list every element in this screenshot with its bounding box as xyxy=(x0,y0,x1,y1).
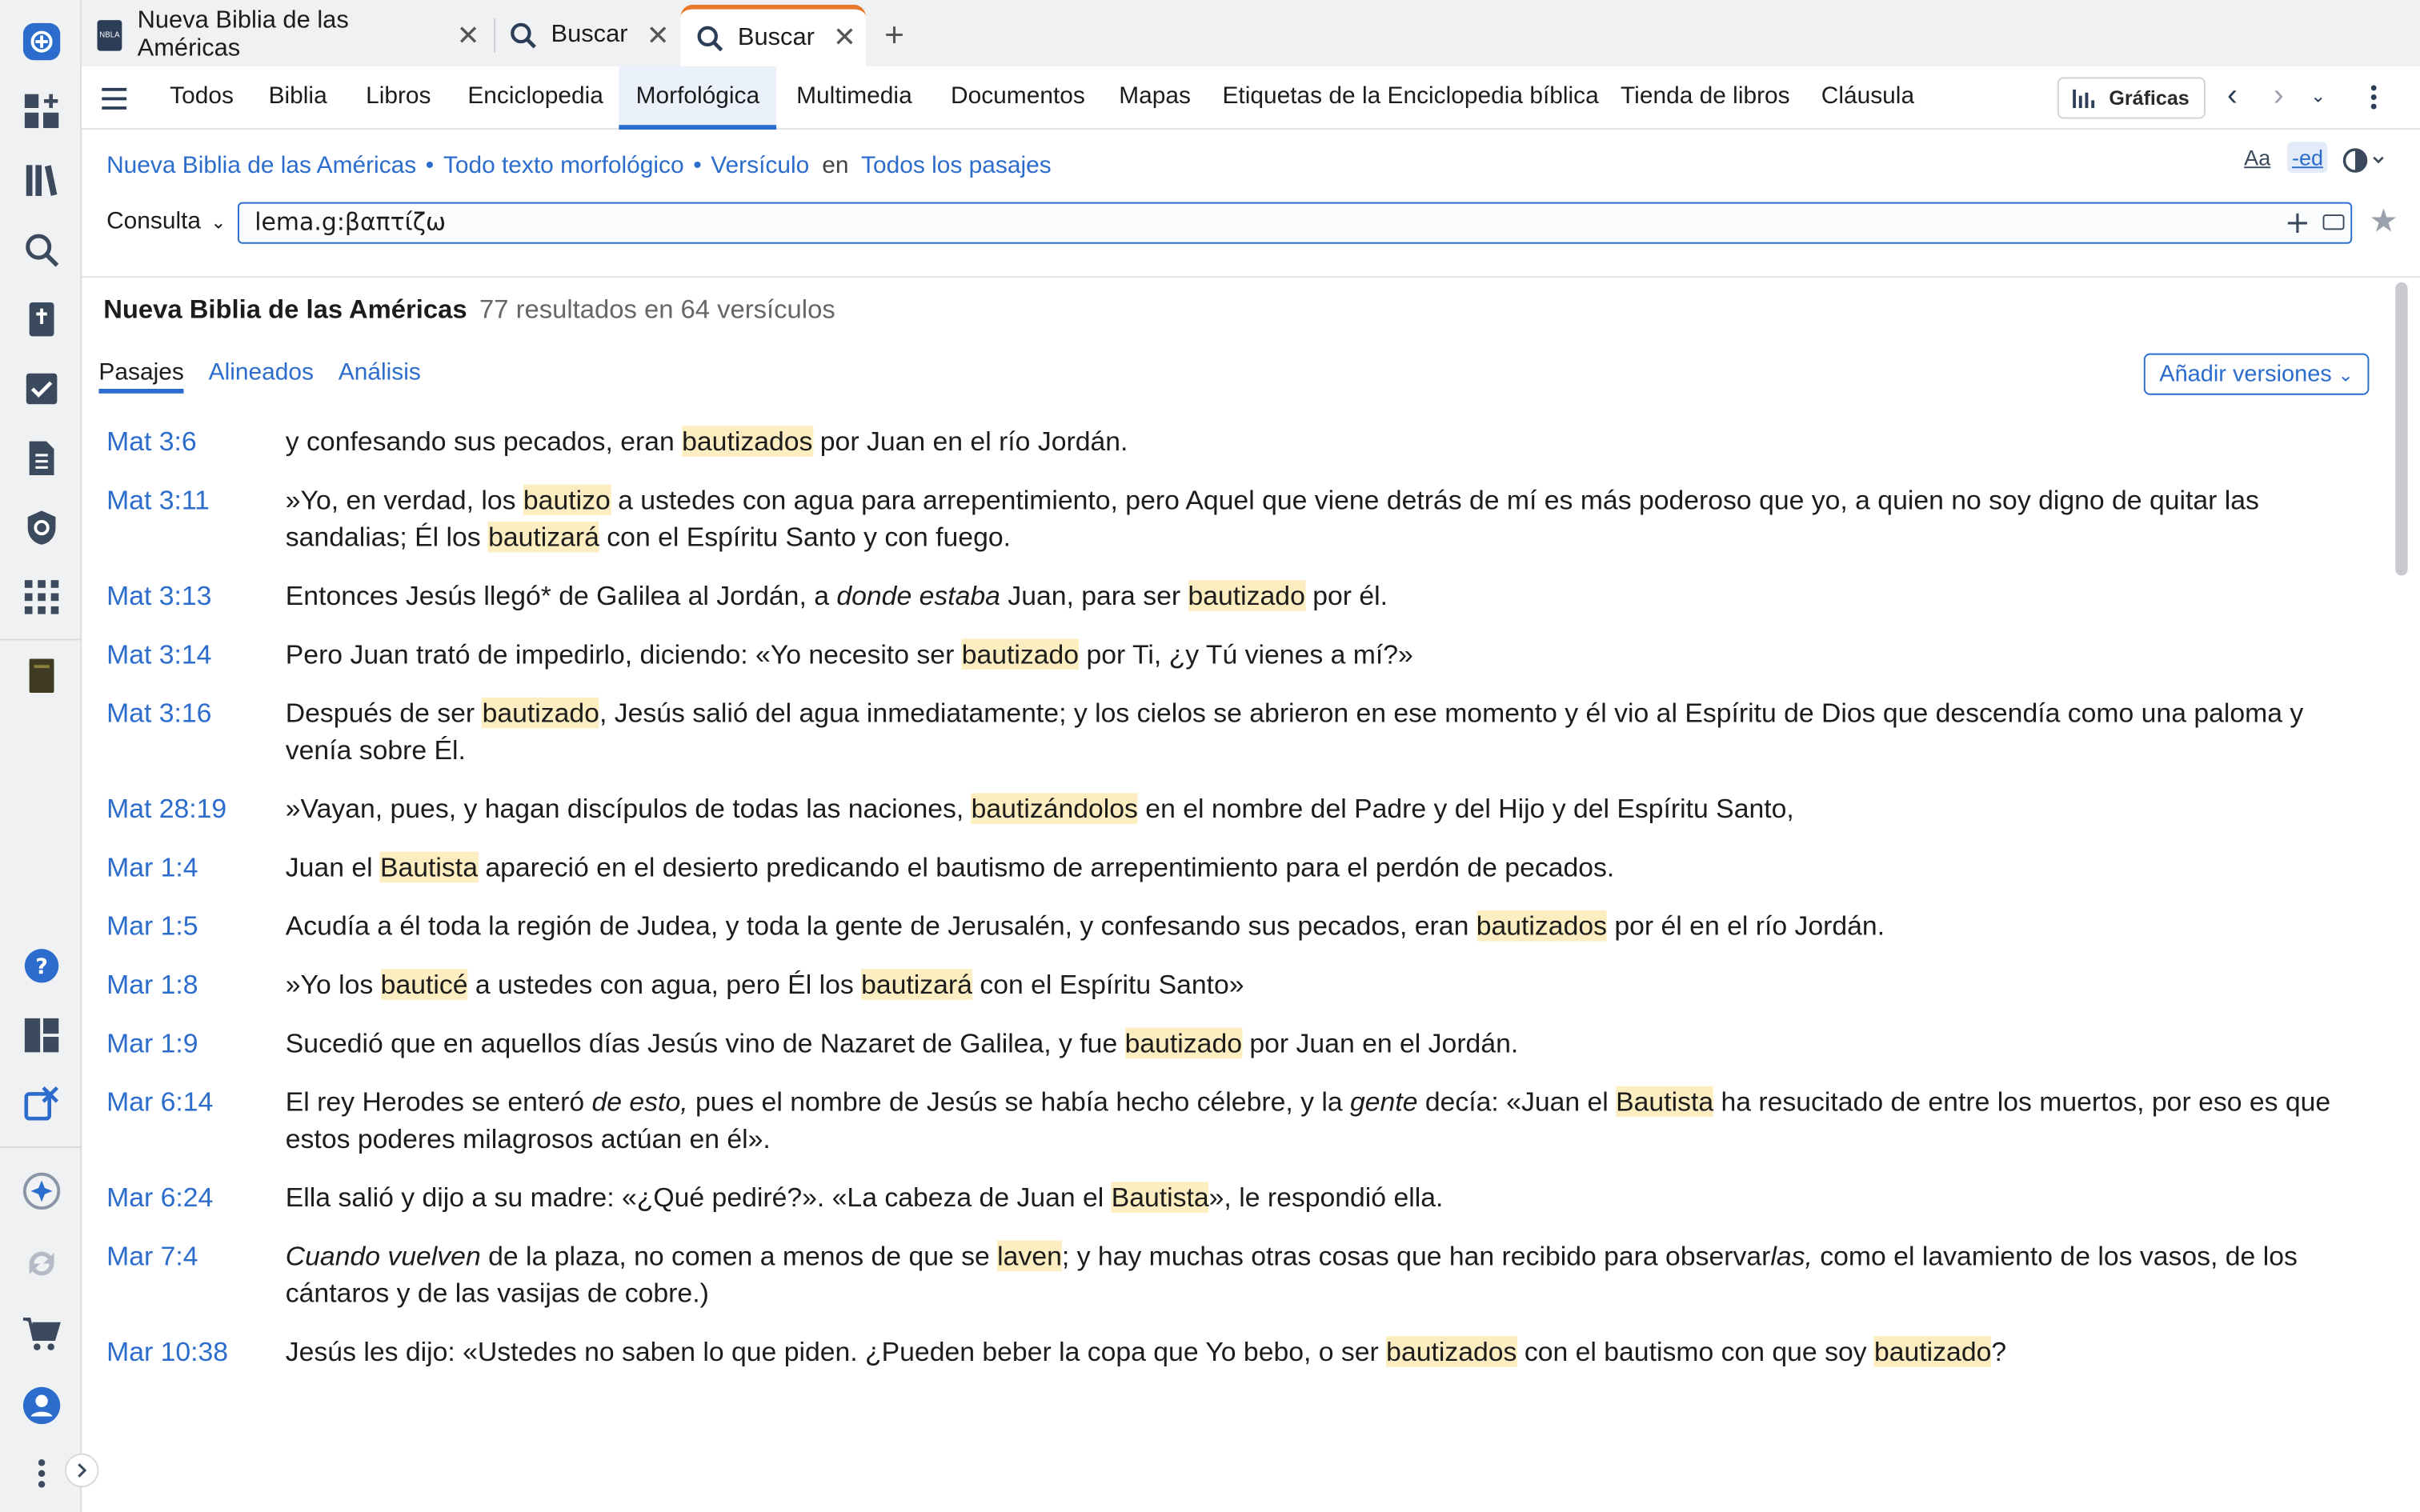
bible-icon[interactable] xyxy=(18,296,63,341)
verse-text-segment: »Vayan, pues, y hagan discípulos de todas las naciones, xyxy=(285,793,972,824)
search-hit[interactable]: bautizado xyxy=(961,638,1080,670)
verse-text xyxy=(286,1083,2390,1158)
nav-tienda[interactable]: Tienda de libros xyxy=(1621,83,1790,110)
verse-row xyxy=(82,1018,2389,1077)
tab-analisis[interactable]: Análisis xyxy=(338,359,421,386)
chevron-down-icon: ⌄ xyxy=(210,211,226,234)
verse-text-segment: Pero Juan trató de impedirlo, diciendo: «Yo necesito ser xyxy=(285,638,962,670)
verse-row xyxy=(82,1077,2389,1173)
tab-alineados[interactable]: Alineados xyxy=(208,359,314,386)
open-book-resource-icon[interactable] xyxy=(18,653,63,698)
search-hit[interactable]: bautizado xyxy=(1124,1027,1243,1059)
dashboard-add-icon[interactable] xyxy=(18,88,63,133)
verse-text xyxy=(286,422,2390,459)
tab-divider xyxy=(494,18,495,52)
verse-text-segment: por él en el río Jordán. xyxy=(1607,910,1885,942)
verse-text-segment: a ustedes con agua, pero Él los xyxy=(467,969,862,1000)
verse-text xyxy=(286,636,2390,673)
close-icon[interactable]: ✕ xyxy=(833,22,857,53)
chevron-down-icon: ⌄ xyxy=(2338,363,2354,386)
history-dropdown-icon[interactable]: ⌄ xyxy=(2310,85,2326,107)
verse-text-segment: con el Espíritu Santo» xyxy=(972,969,1244,1000)
visual-filter-icon[interactable] xyxy=(2343,146,2386,179)
search-hit[interactable]: bautizará xyxy=(861,969,972,1000)
verse-row xyxy=(82,1327,2389,1386)
search-hit[interactable]: bautizados xyxy=(1386,1336,1517,1367)
verse-row xyxy=(82,630,2389,688)
verse-text-segment: Jesús les dijo: «Ustedes no saben lo que piden. ¿Pueden beber la copa que Yo bebo, o ser xyxy=(285,1336,1387,1367)
verse-text xyxy=(286,1178,2390,1215)
verse-reference-link[interactable]: Mar 1:9 xyxy=(106,1027,198,1059)
search-hit[interactable]: bautizado xyxy=(1188,580,1305,611)
add-versions-button[interactable] xyxy=(2144,354,2370,395)
verse-text xyxy=(286,790,2390,826)
query-type-label: Consulta xyxy=(106,208,202,235)
verse-text-segment: , Jesús salió del agua inmediatamente; y los cielos se abrieron en ese momento y él vio al Espíritu de Dios que descendía como una paloma y venía sobre Él. xyxy=(285,697,2304,766)
verse-reference-link[interactable]: Mar 1:8 xyxy=(106,969,198,1000)
search-hit[interactable]: Bautista xyxy=(1111,1182,1209,1213)
verse-text xyxy=(286,482,2390,556)
verse-text xyxy=(286,966,2390,1002)
help-icon[interactable] xyxy=(18,942,63,987)
verse-text-segment: decía: «Juan el xyxy=(1417,1086,1617,1118)
verse-reference-link[interactable]: Mar 10:38 xyxy=(106,1336,229,1367)
tab-search-1[interactable] xyxy=(509,5,679,66)
search-hit[interactable]: bautizados xyxy=(682,426,813,457)
bullet-separator: • xyxy=(425,152,435,179)
verse-row xyxy=(82,1231,2389,1327)
nav-morfologica[interactable]: Morfológica xyxy=(619,66,776,130)
view-tabs xyxy=(98,359,445,393)
verse-reference-link[interactable]: Mar 6:14 xyxy=(106,1086,214,1118)
hamburger-menu-icon[interactable] xyxy=(100,68,128,131)
verse-text-segment: por Juan en el río Jordán. xyxy=(812,426,1128,457)
verse-text-segment: por Ti, ¿y Tú vienes a mí?» xyxy=(1079,638,1413,670)
verse-text-segment: Juan el xyxy=(285,851,381,883)
verse-text xyxy=(286,694,2390,769)
verse-row xyxy=(82,901,2389,959)
verse-text-segment: de la plaza, no comen a menos de que se xyxy=(480,1240,998,1272)
search-hit[interactable]: bautizará xyxy=(488,521,599,553)
text-type-selector[interactable]: Todo texto morfológico xyxy=(443,152,684,179)
rail-divider xyxy=(0,638,82,640)
graficas-button[interactable] xyxy=(2057,77,2206,118)
verse-text-segment: pues el nombre de Jesús se había hecho célebre, y la xyxy=(687,1086,1351,1118)
verse-text-segment: Entonces Jesús llegó* de Galilea al Jordán, a xyxy=(285,580,837,611)
verse-reference-link[interactable]: Mar 7:4 xyxy=(106,1240,198,1272)
sync-icon[interactable] xyxy=(18,1241,63,1286)
verse-row xyxy=(82,688,2389,784)
in-label: en xyxy=(822,152,849,179)
search-icon xyxy=(509,22,537,50)
search-hit[interactable]: bautizado xyxy=(1873,1336,1992,1367)
tab-label: Nueva Biblia de las Américas xyxy=(137,7,349,62)
breadcrumb xyxy=(106,153,1052,181)
verse-text xyxy=(286,849,2390,886)
verse-row xyxy=(82,571,2389,630)
tab-search-2[interactable] xyxy=(681,5,866,66)
document-icon[interactable] xyxy=(18,435,63,480)
book-icon: NBLA xyxy=(98,20,122,51)
verse-text-segment: ha resucitado de entre los muertos, por eso es que estos poderes milagrosos actúan en él». xyxy=(285,1086,2331,1154)
search-type-bar xyxy=(82,66,2420,130)
italic-text: de esto, xyxy=(591,1086,688,1118)
shield-icon[interactable] xyxy=(18,505,63,550)
search-hit[interactable]: bautizo xyxy=(523,484,611,516)
graficas-label: Gráficas xyxy=(2109,86,2190,110)
close-icon[interactable]: ✕ xyxy=(456,19,480,50)
verse-text-segment: Juan, para ser xyxy=(1000,580,1188,611)
library-icon[interactable] xyxy=(18,158,63,202)
nav-biblia[interactable]: Biblia xyxy=(268,83,327,110)
verse-reference-link[interactable]: Mar 1:5 xyxy=(106,910,198,942)
nav-libros[interactable]: Libros xyxy=(366,83,431,110)
nav-mapas[interactable]: Mapas xyxy=(1119,83,1191,110)
results-list xyxy=(82,417,2389,1512)
logos-home-icon[interactable] xyxy=(18,18,63,63)
verse-text xyxy=(286,907,2390,944)
verse-row xyxy=(82,417,2389,475)
query-type-dropdown[interactable] xyxy=(106,208,226,236)
tab-strip xyxy=(82,0,2420,66)
search-hit[interactable]: Bautista xyxy=(1616,1086,1714,1118)
verse-reference-link[interactable]: Mat 28:19 xyxy=(106,793,227,824)
tab-pasajes[interactable]: Pasajes xyxy=(98,359,183,393)
source-selector[interactable]: Nueva Biblia de las Américas xyxy=(106,152,417,179)
search-hit[interactable]: Bautista xyxy=(380,851,478,883)
inflected-forms-toggle[interactable]: -ed xyxy=(2287,142,2328,173)
back-arrow-icon[interactable]: ‹ xyxy=(2226,78,2238,113)
verse-text xyxy=(286,577,2390,614)
verse-reference-link[interactable]: Mat 3:11 xyxy=(106,484,210,516)
verse-text-segment: Después de ser xyxy=(285,697,483,729)
more-options-icon[interactable] xyxy=(18,1450,63,1495)
add-term-icon[interactable]: + xyxy=(2284,203,2311,241)
forward-arrow-icon[interactable]: › xyxy=(2273,78,2284,113)
nav-etiquetas[interactable]: Etiquetas de la Enciclopedia bíblica xyxy=(1222,83,1599,110)
add-versions-label: Añadir versiones xyxy=(2159,361,2332,388)
verse-text xyxy=(286,1238,2390,1312)
verse-reference-link[interactable]: Mar 6:24 xyxy=(106,1182,214,1213)
bar-chart-icon xyxy=(2073,87,2098,109)
search-hit[interactable]: bautizados xyxy=(1476,910,1608,942)
search-hit[interactable]: bauticé xyxy=(380,969,468,1000)
verse-text-segment: »Yo, en verdad, los xyxy=(285,484,523,516)
account-icon[interactable] xyxy=(18,1382,63,1427)
ai-assistant-icon[interactable] xyxy=(18,1168,63,1213)
verse-text-segment: por él. xyxy=(1304,580,1388,611)
layout-icon[interactable] xyxy=(18,1012,63,1057)
font-size-icon[interactable]: Aa xyxy=(2244,145,2271,170)
verse-row xyxy=(82,1173,2389,1231)
verse-text-segment: y confesando sus pecados, eran xyxy=(285,426,683,457)
apps-grid-icon[interactable] xyxy=(18,574,63,618)
verse-text xyxy=(286,1333,2390,1370)
verse-text-segment: Ella salió y dijo a su madre: «¿Qué pediré?». «La cabeza de Juan el xyxy=(285,1182,1112,1213)
rail-divider-2 xyxy=(0,1146,82,1148)
favorite-star-icon[interactable]: ★ xyxy=(2369,203,2398,239)
verse-row xyxy=(82,784,2389,842)
verse-text xyxy=(286,1025,2390,1062)
verse-text-segment: ; y hay muchas otras cosas que han recibido para observar xyxy=(1061,1240,1771,1272)
search-icon xyxy=(696,24,724,52)
keyboard-icon[interactable] xyxy=(2323,214,2345,230)
verse-text-segment: con el Espíritu Santo y con fuego. xyxy=(599,521,1012,553)
nav-enciclopedia[interactable]: Enciclopedia xyxy=(467,83,603,110)
header-divider xyxy=(82,276,2420,278)
nav-documentos[interactable]: Documentos xyxy=(951,83,1085,110)
query-input[interactable] xyxy=(238,202,2352,244)
italic-text: donde estaba xyxy=(836,580,1000,611)
verse-reference-link[interactable]: Mat 3:6 xyxy=(106,426,197,457)
verse-row xyxy=(82,475,2389,571)
search-icon[interactable] xyxy=(18,227,63,272)
bullet-separator: • xyxy=(693,152,702,179)
italic-text: Cuando vuelven xyxy=(285,1240,481,1272)
verse-reference-link[interactable]: Mat 3:14 xyxy=(106,638,212,670)
verse-text-segment: ? xyxy=(1991,1336,2007,1367)
verse-row xyxy=(82,842,2389,901)
verse-text-segment: Sucedió que en aquellos días Jesús vino de Nazaret de Galilea, y fue xyxy=(285,1027,1125,1059)
verse-text-segment: a ustedes con agua para arrepentimiento, pero Aquel que viene detrás de mí es más poderoso que yo, a quien no soy digno de quitar las sandalias; Él los xyxy=(285,484,2259,553)
left-toolbar xyxy=(0,0,82,1512)
verse-text-segment: apareció en el desierto predicando el bautismo de arrepentimiento para el perdón de pecados. xyxy=(477,851,1615,883)
nav-clausula[interactable]: Cláusula xyxy=(1821,83,1915,110)
plus-icon: + xyxy=(884,15,904,54)
search-hit[interactable]: bautizado xyxy=(482,697,599,729)
results-count: 77 resultados en 64 versículos xyxy=(479,294,835,325)
italic-text: las, xyxy=(1770,1240,1813,1272)
verse-reference-link[interactable]: Mat 3:16 xyxy=(106,697,212,729)
verse-row xyxy=(82,960,2389,1018)
store-cart-icon[interactable] xyxy=(18,1311,63,1356)
vertical-scrollbar[interactable] xyxy=(2395,282,2407,575)
verse-text-segment: con el bautismo con que soy xyxy=(1517,1336,1874,1367)
tab-label: Buscar xyxy=(737,23,815,50)
query-text: lema.g:βαπτίζω xyxy=(254,208,447,237)
verse-text-segment: Acudía a él toda la región de Judea, y toda la gente de Jerusalén, y confesando sus pecados, eran xyxy=(285,910,1476,942)
verse-reference-link[interactable]: Mar 1:4 xyxy=(106,851,198,883)
panel-menu-icon[interactable] xyxy=(2370,66,2377,130)
svg-text:?: ? xyxy=(34,953,47,978)
nav-multimedia[interactable]: Multimedia xyxy=(796,83,912,110)
new-tab-button[interactable] xyxy=(884,5,904,66)
close-panels-icon[interactable] xyxy=(18,1080,63,1125)
verse-reference-link[interactable]: Mat 3:13 xyxy=(106,580,212,611)
verse-text-segment: El rey Herodes se enteró xyxy=(285,1086,592,1118)
nav-todos[interactable]: Todos xyxy=(170,83,234,110)
checklist-icon[interactable] xyxy=(18,366,63,410)
verse-text-segment: »Yo los xyxy=(285,969,381,1000)
unit-selector[interactable]: Versículo xyxy=(711,152,810,179)
verse-text-segment: por Juan en el Jordán. xyxy=(1242,1027,1519,1059)
italic-text: gente xyxy=(1350,1086,1418,1118)
tab-label: Buscar xyxy=(551,22,628,48)
range-selector[interactable]: Todos los pasajes xyxy=(861,152,1052,179)
results-title: Nueva Biblia de las Américas xyxy=(103,294,467,325)
close-icon[interactable]: ✕ xyxy=(646,19,670,50)
results-heading xyxy=(103,294,835,326)
tab-bible[interactable] xyxy=(98,5,480,66)
verse-text-segment: como el lavamiento de los vasos, de los cántaros y de las vasijas de cobre.) xyxy=(285,1240,2298,1309)
verse-text-segment: en el nombre del Padre y del Hijo y del Espíritu Santo, xyxy=(1137,793,1794,824)
search-hit[interactable]: laven xyxy=(997,1240,1062,1272)
search-hit[interactable]: bautizándolos xyxy=(971,793,1138,824)
verse-text-segment: », le respondió ella. xyxy=(1208,1182,1444,1213)
